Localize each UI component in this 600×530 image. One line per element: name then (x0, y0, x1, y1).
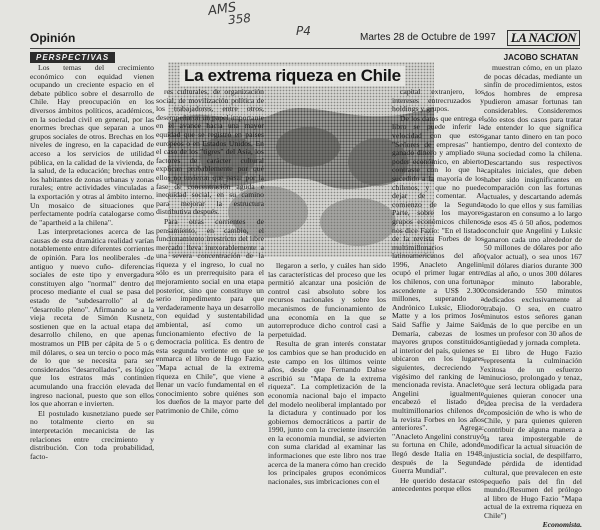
paragraph: res culturales, de organización social, de movilización política de los trabajadores, entre otros, desempeñaron un papel importante en el avance hacia una mayor equidad que se registró en países europeos o en Estados Unidos. En el caso de los "tigres" del Asia, los factores de carácter cultural explican probablemente por qué ellos no tuvieron que pasar por la fase de concentración aguda e inequidad social, en su camino para mejorar la estructura distributiva después. (156, 87, 264, 217)
page-header (30, 31, 580, 47)
paragraph: llegaron a serlo, y cuáles han sido las características del proceso que les permitió alcanzar una posición de control casi absoluto sobre los recursos nacionales y sobre los mecanismos de funcionamiento de una economía en la que se autorreproduce dicho control casi a perpetuidad. (268, 261, 386, 339)
handwritten-mark-ams: AMS (207, 0, 238, 19)
paragraph: El postulado kusnetziano puede ser no totalmente cierto en su interpretación mecanicista de las relaciones entre crecimiento y distribución. Con toda probabilidad, facto- (30, 408, 154, 461)
newspaper-masthead: LA NACION (507, 30, 580, 46)
section-title: Opinión (30, 31, 76, 45)
paragraph: capital extranjero, los intereses entrecruzados y holdings y grupos. (392, 87, 484, 114)
author-signature: Economista. (542, 520, 582, 530)
paragraph: Resulta de gran interés constatar los cambios que se han producido en este campo en los últimos veinte años, desde que Fernando Dahse escribió su "Mapa de la extrema riqueza". La completización de la economía nacional bajo el impacto del modelo neoliberal implantado por la dictadura y continuado por los gobiernos democráticos a partir de 1990, junto con la creciente inserción en la economía mundial, se advierten con suma claridad al examinar las informaciones que este libro nos trae acerca de la manera cómo han crecido los principales grupos económicos nacionales, sus imbricaciones con el (268, 339, 386, 486)
handwritten-mark-number: 358 (227, 10, 252, 28)
paragraph: Los temas del crecimiento económico con equidad vienen ocupando un creciente espacio en el debate público sobre el desarrollo de Chile. Hay preocupación en los diversos ámbitos políticos, académicos, en la sociedad civil en general, por las enormes brechas que separan a unos grupos sociales de otros. Brechas en los niveles de ingreso, en la capacidad de acceso a los servicios de utilidad pública, en la calidad de la vivienda, de la salud, de la educación; brechas entre los habitantes de zonas urbanas y zonas rurales; entre actividades vinculadas a la exportación y otras al ámbito interno. Un mosaico de situaciones que perfectamente podría catalogarse como de "apartheid a la chilena". (30, 63, 154, 227)
paragraph: Las interpretaciones acerca de las causas de esta dramática realidad varían notablemente entre diferentes corrientes de opinión. Para los neoliberales -de antiguo y nuevo cuño- diferencias sociales de este tipo y envergadura constituyen algo "normal" dentro del proceso mediante el cual se pasa del estado de "subdesarrollo" al de "desarrollo pleno". Afirmando se a la vieja receta de Simón Kusnetz, sostienen que en la actual etapa del desarrollo chileno, en que apenas mostramos un PIB per cápita de 5 o 6 mil dólares, o sea un tercio o poco más de lo que se necesita para ser considerados "desarrollados", es lógico que los estratos más continúen acumulando una fracción elevada del ingreso nacional, puesto que son ellos los que ahorran e invierten. (30, 227, 154, 409)
handwritten-mark-page: P4 (296, 24, 311, 38)
header-rule (30, 48, 580, 49)
rubric-label: PERSPECTIVAS (30, 52, 115, 63)
paragraph: He querido destacar estos antecedentes porque ellos (392, 475, 484, 494)
paragraph: muestran cómo, en un plazo de pocas décadas, mediante un sinfín de procedimientos, estos dos hombres de empresa pudieron amasar fortunas tan considerables. Consideremos sólo estos dos casos para tratar de entender lo que significa ganar tanto dinero en tan poco tiempo, dentro del contexto de una sociedad como la chilena. Descartando sus respectivos capitales iniciales, que deben haber sido insignificantes en comparación con las fortunas actuales, y descartando además todo lo que ellos y sus familias gastaron en consumo a lo largo de esos 45 ó 50 años, podemos concluir que Angelini y Luksic ganaron cada uno alrededor de 50 millones de dólares por año (valor actual), o sea unos 167 mil dólares diarios durante 300 días al año, o unos 300 dólares por minuto laborable, considerando 550 minutos dedicados exclusivamente al trabajo. O sea, en cuatro minutos estos señores ganan más de lo que percibe en un mes un profesor con 30 años de antigüedad y jornada completa. (484, 63, 582, 347)
paragraph: De los datos que entrega el libro se puede inferir la velocidad con que estos "Señores de empresas" han ganado dinero y ampliado su poder económico, en abierto contraste con lo que ha sucedido a la mayoría de los chilenos, y que no puede dejar de comentar. Al comienzo de la Segunda Parte, sobre los mayores grupos económicos chilenos nos dice Fazio: "En el listado de la revista Forbes de los multimillonarios latinoamericanos del año 1996, Anacleto Angelini ocupó el primer lugar entre los chilenos, con una fortuna ascendente a US$ 2.300 millones, superando a Andrónico Luksic, Eliodoro Matte y a los primos José Said Saffie y Jaime Said Demaría, cabezas de los mayores grupos constituidos al interior del país, quienes se ubicaron en los lugares siguientes, decreciendo y vigésimo del ranking de la mencionada revista. Anacleto Angelini igualmente encabezó el listado de multimillonarios chilenos de la revista Forbes en los años anteriores". Agrega: "Anacleto Angelini construyó su fortuna en Chile, adonde llegó desde Italia en 1948, después de la Segunda Guerra Mundial". (392, 113, 484, 476)
publication-date: Martes 28 de Octubre de 1997 (360, 32, 496, 43)
article-headline: La extrema riqueza en Chile (180, 66, 405, 86)
text-column-4 (392, 88, 484, 521)
text-column-3 (268, 262, 386, 521)
text-column-1 (30, 64, 154, 521)
paragraph: El libro de Hugo Fazio representa la culminación exitosa de un esfuerzo minucioso, prolongado y tenaz, que será lectura obligada para quienes quieran conocer una idea precisa de la verdadera composición de who is who de Chile, y para quienes quieren contribuir de alguna manera a la tarea impostergable de modificar la actual situación de injusticia social, de despilfarro, de pérdida de identidad cultural, que prevalecen en este pequeño país del fin del mundo.(Resumen del prólogo al libro de Hugo Fazio "Mapa actual de la extrema riqueza en Chile") (484, 347, 582, 520)
author-byline: JACOBO SCHATAN (503, 53, 578, 62)
text-column-5 (484, 63, 582, 530)
paragraph: Para otras corrientes de pensamiento, en cambio, el funcionamiento irrestricto del libre mercado lleva inexorablemente a una severa concentración de la riqueza y el ingreso, lo cual no sólo es un prerrequisito para el mejoramiento social en una etapa posterior, sino que constituye un serio impedimento para que verdaderamente haya un desarrollo con equidad y sustentabilidad ambiental, así como un funcionamiento efectivo de la democracia política. Es dentro de esta segunda vertiente en que se enmarca el libro de Hugo Fazio, "Mapa actual de la extrema riqueza en Chile", que viene a llenar un vacío fundamental en el conocimiento sobre quiénes son los dueños de la mayor parte del patrimonio de Chile, cómo (156, 216, 264, 415)
text-column-2 (156, 88, 264, 521)
